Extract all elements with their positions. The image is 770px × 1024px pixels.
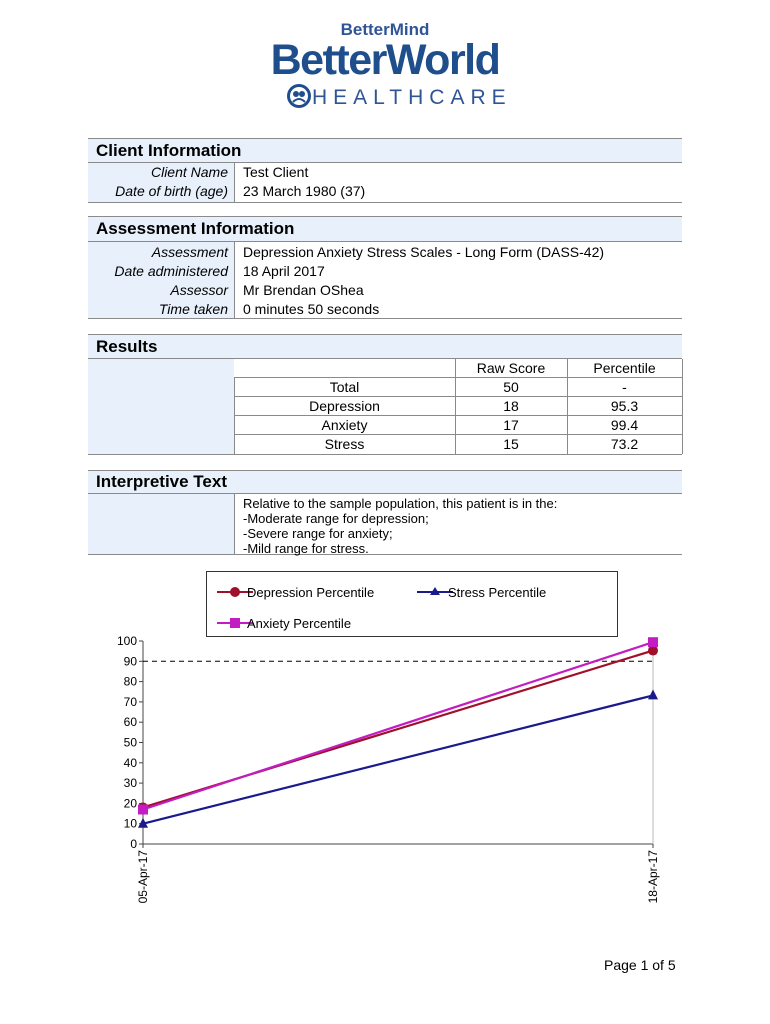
y-tick-label: 0 (130, 837, 137, 851)
y-tick-label: 10 (123, 816, 137, 831)
legend-stress-label: Stress Percentile (448, 585, 547, 600)
interpretive-line: -Mild range for stress. (243, 541, 369, 556)
time-taken-value: 0 minutes 50 seconds (243, 301, 380, 317)
x-tick-label: 18-Apr-17 (646, 850, 660, 904)
assessor-value: Mr Brendan OShea (243, 282, 364, 298)
logo-betterworld: BetterWorld (270, 36, 500, 84)
assessment-label: Assessment (151, 244, 228, 260)
results-row-percentile: 99.4 (610, 417, 639, 433)
date-administered-label: Date administered (114, 263, 228, 279)
x-tick-label: 05-Apr-17 (136, 850, 150, 904)
dob-value: 23 March 1980 (37) (243, 183, 366, 199)
y-tick-label: 80 (123, 674, 137, 689)
results-row-raw: 50 (503, 379, 519, 395)
time-taken-label: Time taken (158, 301, 228, 317)
legend-anxiety-label: Anxiety Percentile (247, 616, 352, 631)
y-tick-label: 50 (123, 735, 137, 750)
y-tick-label: 70 (123, 694, 137, 709)
y-tick-label: 90 (123, 654, 137, 669)
results-row-name: Depression (309, 398, 380, 414)
y-tick-label: 60 (123, 715, 137, 730)
stress-percentile-point (648, 689, 658, 699)
logo-bettermind: BetterMind (340, 20, 430, 39)
dob-label: Date of birth (age) (115, 183, 228, 199)
client-info-heading: Client Information (88, 138, 682, 163)
y-tick-label: 30 (123, 776, 137, 791)
anxiety-percentile-point (648, 637, 658, 647)
anxiety-percentile-line (143, 642, 653, 809)
y-tick-label: 100 (116, 634, 137, 648)
y-tick-label: 40 (123, 755, 137, 770)
results-row-raw: 18 (503, 398, 519, 414)
results-row-name: Anxiety (321, 417, 368, 433)
results-row-percentile: 95.3 (610, 398, 639, 414)
results-row-name: Total (329, 379, 360, 395)
interpretive-line: Relative to the sample population, this patient is in the: (243, 496, 558, 511)
results-row-percentile: - (622, 379, 627, 395)
interpretive-heading: Interpretive Text (88, 470, 682, 494)
legend-depression-label: Depression Percentile (247, 585, 375, 600)
y-tick-label: 20 (123, 796, 137, 811)
page-number: Page 1 of 5 (604, 957, 676, 973)
results-row-percentile: 73.2 (610, 436, 639, 452)
date-administered-value: 18 April 2017 (243, 263, 325, 279)
stress-percentile-line (143, 695, 653, 823)
interpretive-line: -Moderate range for depression; (243, 511, 429, 526)
results-heading: Results (88, 334, 682, 359)
assessment-value: Depression Anxiety Stress Scales - Long Form (DASS-42) (243, 244, 605, 260)
results-row-raw: 17 (503, 417, 519, 433)
interpretive-line: -Severe range for anxiety; (243, 526, 393, 541)
results-row-name: Stress (324, 436, 365, 452)
logo-healthcare: HEALTHCARE (312, 86, 512, 109)
client-name-value: Test Client (243, 164, 309, 180)
assessment-info-heading: Assessment Information (88, 216, 682, 242)
results-row-raw: 15 (503, 436, 519, 452)
client-name-label: Client Name (150, 164, 228, 180)
assessor-label: Assessor (170, 282, 228, 298)
results-header-percentile: Percentile (593, 360, 656, 376)
anxiety-percentile-point (138, 804, 148, 814)
results-header-raw: Raw Score (476, 360, 546, 376)
